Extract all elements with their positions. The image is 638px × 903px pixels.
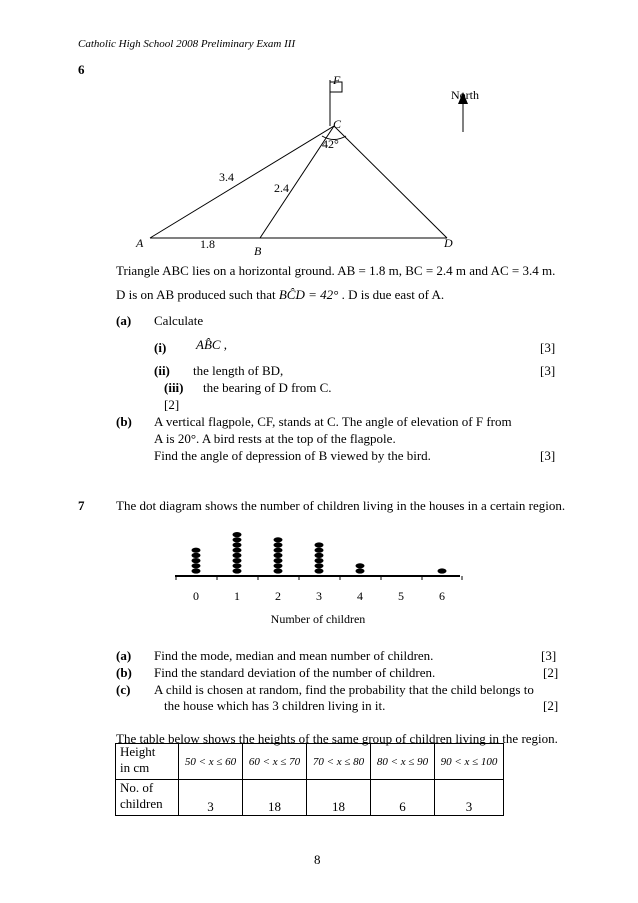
line-ac: [150, 126, 334, 238]
label-f: F: [333, 73, 341, 87]
data-dot: [274, 563, 283, 568]
dot-plot-xlabel: Number of children: [270, 612, 366, 626]
q7-intro: The dot diagram shows the number of children living in the houses in a certain region.: [116, 498, 566, 513]
label-ab-length: 1.8: [200, 237, 215, 251]
data-dot: [233, 532, 242, 537]
line-cd: [334, 126, 447, 238]
table-count: 3: [179, 780, 243, 816]
q6b-marks: [3]: [540, 448, 556, 463]
data-dot: [233, 563, 242, 568]
q6a-label: (a): [116, 313, 132, 328]
data-dot: [233, 558, 242, 563]
q6ai-marks: [3]: [540, 340, 556, 355]
table-interval: 60 < x ≤ 70: [243, 744, 307, 780]
dot-plot-ticks: [176, 576, 462, 603]
data-dot: [233, 568, 242, 573]
q7b-marks: [2]: [543, 665, 559, 680]
label-b: B: [254, 244, 262, 258]
q6aii-marks: [3]: [540, 363, 556, 378]
dot-plot-dots: [192, 532, 447, 574]
table-count: 18: [307, 780, 371, 816]
table-count: 3: [435, 780, 504, 816]
table-head-count-l2: children: [120, 796, 163, 811]
q6a-text: Calculate: [154, 313, 204, 328]
q7c-line1: A child is chosen at random, find the probability that the child belongs to: [154, 682, 534, 697]
data-dot: [192, 563, 201, 568]
q6aiii-label: (iii): [164, 380, 184, 395]
data-dot: [192, 553, 201, 558]
data-dot: [315, 553, 324, 558]
q6b-label: (b): [116, 414, 132, 429]
label-bc-length: 2.4: [274, 181, 289, 195]
triangle-figure: [0, 0, 638, 270]
data-dot: [233, 548, 242, 553]
tick-label: 5: [398, 589, 404, 603]
data-dot: [274, 553, 283, 558]
tick-label: 4: [357, 589, 363, 603]
table-head-height-l2: in cm: [120, 760, 150, 775]
tick-label: 1: [234, 589, 240, 603]
data-dot: [233, 537, 242, 542]
q7a-marks: [3]: [541, 648, 557, 663]
data-dot: [315, 563, 324, 568]
dot-plot: [0, 520, 638, 630]
page-header: Catholic High School 2008 Preliminary Exam III: [78, 38, 296, 50]
label-angle: 42°: [322, 137, 339, 151]
data-dot: [274, 548, 283, 553]
data-dot: [315, 558, 324, 563]
data-dot: [233, 553, 242, 558]
question-6-number: 6: [78, 62, 85, 77]
height-table: [115, 743, 504, 816]
q7-table-intro: The table below shows the heights of the same group of children living in the region.: [116, 731, 558, 746]
tick-label: 0: [193, 589, 199, 603]
q6-intro-line2-a: D is on AB produced such that: [116, 287, 279, 302]
table-interval: 90 < x ≤ 100: [435, 744, 504, 780]
q7c-label: (c): [116, 682, 131, 697]
table-interval: 80 < x ≤ 90: [371, 744, 435, 780]
label-a: A: [136, 236, 144, 250]
data-dot: [315, 542, 324, 547]
data-dot: [192, 558, 201, 563]
data-dot: [356, 563, 365, 568]
label-ac-length: 3.4: [219, 170, 234, 184]
data-dot: [233, 542, 242, 547]
label-d: D: [444, 236, 453, 250]
q6aiii-text: the bearing of D from C.: [203, 380, 332, 395]
q7c-marks: [2]: [543, 698, 559, 713]
q6ai-label: (i): [154, 340, 167, 355]
q6-intro-line2-b: . D is due east of A.: [341, 287, 445, 302]
q7c-line2: the house which has 3 children living in it.: [164, 698, 386, 713]
q7b-label: (b): [116, 665, 132, 680]
data-dot: [356, 568, 365, 573]
page-number: 8: [314, 852, 321, 867]
q6b-line3: Find the angle of depression of B viewed by the bird.: [154, 448, 431, 463]
question-7-number: 7: [78, 498, 85, 513]
data-dot: [192, 568, 201, 573]
data-dot: [274, 568, 283, 573]
q7b-text: Find the standard deviation of the number of children.: [154, 665, 436, 680]
tick-label: 6: [439, 589, 445, 603]
table-head-count: [116, 780, 179, 816]
q6-intro-line1: Triangle ABC lies on a horizontal ground. AB = 1.8 m, BC = 2.4 m and AC = 3.4 m.: [116, 263, 556, 278]
table-count: 6: [371, 780, 435, 816]
data-dot: [192, 548, 201, 553]
tick-label: 3: [316, 589, 322, 603]
q6aii-label: (ii): [154, 363, 170, 378]
q6ai-text: AB̂C ,: [196, 337, 228, 352]
table-head-height: [116, 744, 179, 780]
q7a-text: Find the mode, median and mean number of children.: [154, 648, 434, 663]
data-dot: [274, 537, 283, 542]
data-dot: [274, 558, 283, 563]
table-head-count-l1: No. of: [120, 780, 154, 795]
q6b-line1: A vertical flagpole, CF, stands at C. The angle of elevation of F from: [154, 414, 512, 429]
data-dot: [274, 542, 283, 547]
q6-intro-line2: [116, 287, 444, 303]
data-dot: [438, 568, 447, 573]
data-dot: [315, 548, 324, 553]
q6aii-text: the length of BD,: [193, 363, 284, 378]
q7a-label: (a): [116, 648, 132, 663]
label-north: North: [451, 88, 479, 102]
data-dot: [315, 568, 324, 573]
label-c: C: [333, 117, 342, 131]
q6aiii-marks: [2]: [164, 397, 180, 412]
tick-label: 2: [275, 589, 281, 603]
table-head-height-l1: Height: [120, 744, 156, 759]
q6-angle-bcd: BĈD = 42°: [278, 287, 339, 302]
table-count: 18: [243, 780, 307, 816]
table-interval: 70 < x ≤ 80: [307, 744, 371, 780]
table-interval: 50 < x ≤ 60: [179, 744, 243, 780]
q6b-line2: A is 20°. A bird rests at the top of the flagpole.: [154, 431, 396, 446]
